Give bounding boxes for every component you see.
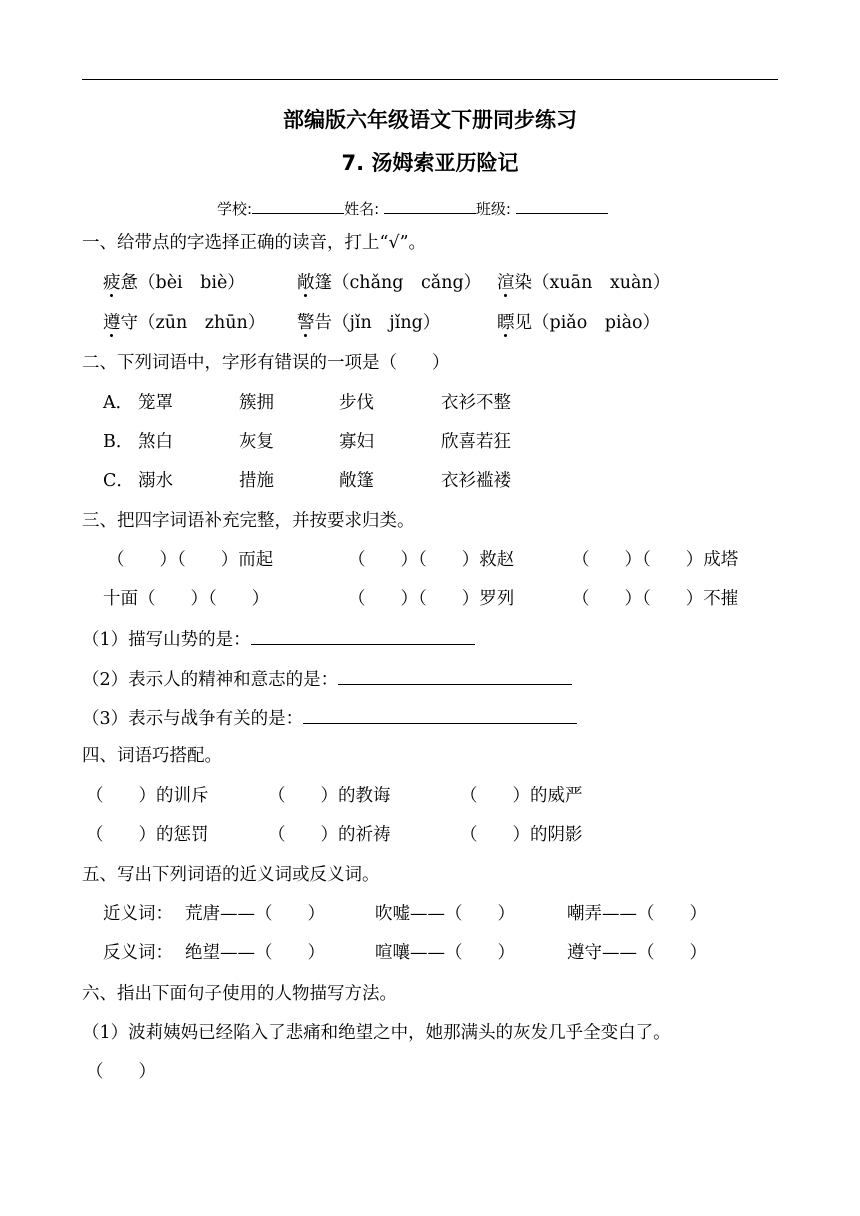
q2-word: 步伐 [339, 393, 374, 413]
answer-line[interactable] [303, 707, 577, 724]
answer-line[interactable] [251, 628, 475, 645]
pinyin-choices: （jǐn jǐng） [332, 313, 441, 333]
dotted-char: 遵 [103, 313, 121, 333]
page-title: 部编版六年级语文下册同步练习 [283, 108, 577, 132]
q2-word: 敞篷 [339, 471, 374, 491]
header-rule [82, 79, 778, 80]
antonym-item[interactable]: 绝望——（ ） [185, 943, 325, 963]
pinyin-choices: （zūn zhūn） [138, 313, 266, 333]
antonym-label: 反义词： [103, 943, 173, 963]
answer-line[interactable] [338, 668, 572, 685]
q2-word: 灰复 [239, 432, 274, 452]
pinyin-choices: （chǎng cǎng） [332, 273, 482, 293]
q4-item[interactable]: （ ）的训斥 [86, 786, 209, 806]
q3-sub: （2）表示人的精神和意志的是： [82, 668, 572, 691]
pinyin-choices: （piǎo piào） [532, 313, 661, 333]
q4-item[interactable]: （ ）的祈祷 [268, 825, 391, 845]
q6-answer-blank[interactable]: （ ） [86, 1062, 156, 1082]
q4-item[interactable]: （ ）的教诲 [268, 786, 391, 806]
school-blank[interactable] [252, 197, 344, 214]
idiom-blank[interactable]: （ ）（ ）不摧 [572, 589, 739, 609]
synonym-item[interactable]: 嘲弄——（ ） [567, 904, 707, 924]
q6-sentence: （1）波莉姨妈已经陷入了悲痛和绝望之中，她那满头的灰发几乎全变白了。 [82, 1023, 671, 1043]
idiom-blank[interactable]: 十面（ ）（ ） [103, 589, 270, 609]
name-label: 姓名: [344, 200, 380, 218]
dotted-char: 疲 [103, 273, 121, 293]
q6-heading: 六、指出下面句子使用的人物描写方法。 [82, 984, 397, 1004]
idiom-blank[interactable]: （ ）（ ）救赵 [348, 550, 515, 570]
dotted-char: 渲 [497, 273, 515, 293]
q1-item: 渲染（xuān xuàn） [497, 273, 671, 293]
q1-item: 疲惫（bèi biè） [103, 273, 245, 293]
synonym-label: 近义词： [103, 904, 173, 924]
q2-word: 笼罩 [138, 393, 173, 413]
q2-word: 簇拥 [239, 393, 274, 413]
dotted-char: 敞 [297, 273, 315, 293]
idiom-blank[interactable]: （ ）（ ）成塔 [572, 550, 739, 570]
q4-heading: 四、词语巧搭配。 [82, 746, 222, 766]
q3-sub: （1）描写山势的是： [82, 628, 475, 651]
q2-word: 寡妇 [339, 432, 374, 452]
q4-item[interactable]: （ ）的阴影 [460, 825, 583, 845]
student-info-row [217, 197, 608, 219]
class-label: 班级: [475, 200, 511, 218]
antonym-item[interactable]: 遵守——（ ） [567, 943, 707, 963]
q1-item: 遵守（zūn zhūn） [103, 313, 266, 333]
synonym-item[interactable]: 荒唐——（ ） [185, 904, 325, 924]
name-blank[interactable] [384, 197, 476, 214]
dotted-char: 瞟 [497, 313, 515, 333]
q1-item: 瞟见（piǎo piào） [497, 313, 661, 333]
synonym-item[interactable]: 吹嘘——（ ） [375, 904, 515, 924]
lesson-title: 7. 汤姆索亚历险记 [341, 151, 519, 175]
q1-item: 警告（jǐn jǐng） [297, 313, 441, 333]
q2-word: 措施 [239, 471, 274, 491]
antonym-item[interactable]: 喧嚷——（ ） [375, 943, 515, 963]
school-label: 学校: [217, 200, 253, 218]
dotted-char: 警 [297, 313, 315, 333]
q2-word: 欣喜若狂 [441, 432, 511, 452]
q3-sub: （3）表示与战争有关的是： [82, 707, 577, 730]
pinyin-choices: （xuān xuàn） [532, 273, 671, 293]
q4-item[interactable]: （ ）的惩罚 [86, 825, 209, 845]
q2-word: 溺水 [138, 471, 173, 491]
q5-heading: 五、写出下列词语的近义词或反义词。 [82, 865, 380, 885]
q2-word: 煞白 [138, 432, 173, 452]
q1-heading: 一、给带点的字选择正确的读音，打上“√”。 [82, 233, 427, 253]
pinyin-choices: （bèi biè） [138, 273, 245, 293]
q4-item[interactable]: （ ）的威严 [460, 786, 583, 806]
q2-heading: 二、下列词语中，字形有错误的一项是（ ） [82, 353, 450, 373]
q3-heading: 三、把四字词语补充完整，并按要求归类。 [82, 511, 415, 531]
class-blank[interactable] [516, 197, 608, 214]
q2-option-label: C． [103, 471, 134, 491]
q2-option-label: A． [103, 393, 134, 413]
q2-option-label: B． [103, 432, 134, 452]
q2-word: 衣衫不整 [441, 393, 511, 413]
q2-word: 衣衫褴褛 [441, 471, 511, 491]
q1-item: 敞篷（chǎng cǎng） [297, 273, 482, 293]
idiom-blank[interactable]: （ ）（ ）罗列 [348, 589, 515, 609]
idiom-blank[interactable]: （ ）（ ）而起 [107, 550, 274, 570]
